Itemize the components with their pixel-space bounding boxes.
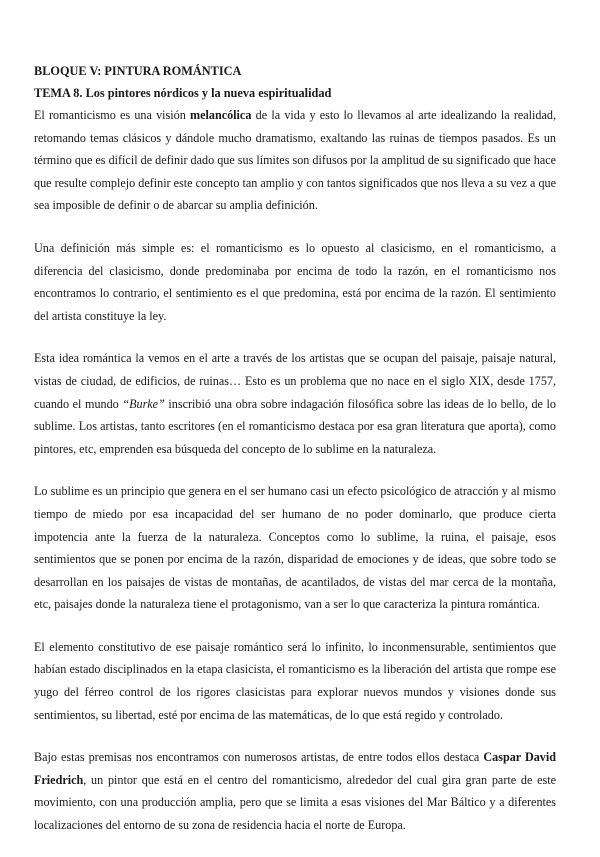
paragraph-3-text-b: inscribió una obra sobre indagación filosófica sobre las ideas de lo bello, de lo sublime. Los artistas, tanto escritores (en el romanticismo destaca por esa gran literatura que aporta), como pintores, etc, emprenden esa búsqueda del concepto de lo sublime en la naturaleza.	[34, 396, 556, 456]
paragraph-4: Lo sublime es un principio que genera en el ser humano casi un efecto psicológico de atracción y al mismo tiempo de miedo por esa incapacidad del ser humano de no poder dominarlo, que produce cierta impotencia ante la fuerza de la naturaleza. Conceptos como lo sublime, la ruina, el paisaje, esos sentimientos que se ponen por encima de la razón, disparidad de emociones y de ideas, que sobre todo se desarrollan en los paisajes de vistas de montañas, de acantilados, de vistas del mar cerca de la montaña, etc, paisajes donde la naturaleza tiene el protagonismo, van a ser lo que caracteriza la pintura romántica.	[34, 484, 556, 612]
paragraph-6	[34, 746, 556, 836]
paragraph-1-bold: melancólica	[190, 108, 252, 122]
document-page	[34, 60, 556, 857]
paragraph-5: El elemento constitutivo de ese paisaje romántico será lo infinito, lo inconmensurable, sentimientos que habían estado disciplinados en la etapa clasicista, el romanticismo es la liberación del artista que rompe ese yugo del férreo control de los rigores clasicistas para explorar nuevos mundos y visiones donde sus sentimientos, su libertad, esté por encima de las matemáticas, de lo que está regido y controlado.	[34, 639, 556, 722]
paragraph-3-italic: “Burke”	[122, 396, 165, 411]
block-title: BLOQUE V: PINTURA ROMÁNTICA	[34, 64, 242, 78]
paragraph-6-text-a: Bajo estas premisas nos encontramos con numerosos artistas, de entre todos ellos destaca	[34, 750, 484, 765]
paragraph-2: Una definición más simple es: el romanticismo es lo opuesto al clasicismo, en el romanticismo, a diferencia del clasicismo, donde predominaba por encima de todo la razón, en el romanticismo nos encontramos lo contrario, el sentimiento es el que predomina, está por encima de la razón. El sentimiento del artista constituye la ley.	[34, 240, 556, 323]
paragraph-3-text-a: Esta idea romántica la vemos en el arte a través de los artistas que se ocupan del paisaje, paisaje natural, vistas de ciudad, de edificios, de ruinas… Esto es un problema que no nace en el siglo XIX, desde 1757, cuando el mundo	[34, 351, 556, 411]
paragraph-6-bold: Caspar David Friedrich	[34, 750, 557, 787]
paragraph-1-text-b: de la vida y esto lo llevamos al arte idealizando la realidad, retomando temas clásicos y dándole mucho dramatismo, exaltando las ruinas de tiempos pasados. Es un término que es difícil de definir dado que sus límites son difusos por la amplitud de su significado que hace que resulte complejo definir este concepto tan amplio y con tantos significados que nos lleva a su vez a que sea imposible de definir o de abarcar su amplia definición.	[34, 108, 556, 213]
paragraph-1-text-a: El romanticismo es una visión	[34, 108, 191, 122]
tema-title: TEMA 8. Los pintores nórdicos y la nueva espiritualidad	[34, 86, 332, 100]
paragraph-1	[34, 104, 556, 217]
paragraph-6-text-b: , un pintor que está en el centro del romanticismo, alrededor del cual gira gran parte de este movimiento, con una producción amplia, pero que se limita a esas visiones del Mar Báltico y a diferentes localizaciones del entorno de su zona de residencia hacia el norte de Europa.	[34, 772, 556, 833]
paragraph-3	[34, 347, 556, 460]
